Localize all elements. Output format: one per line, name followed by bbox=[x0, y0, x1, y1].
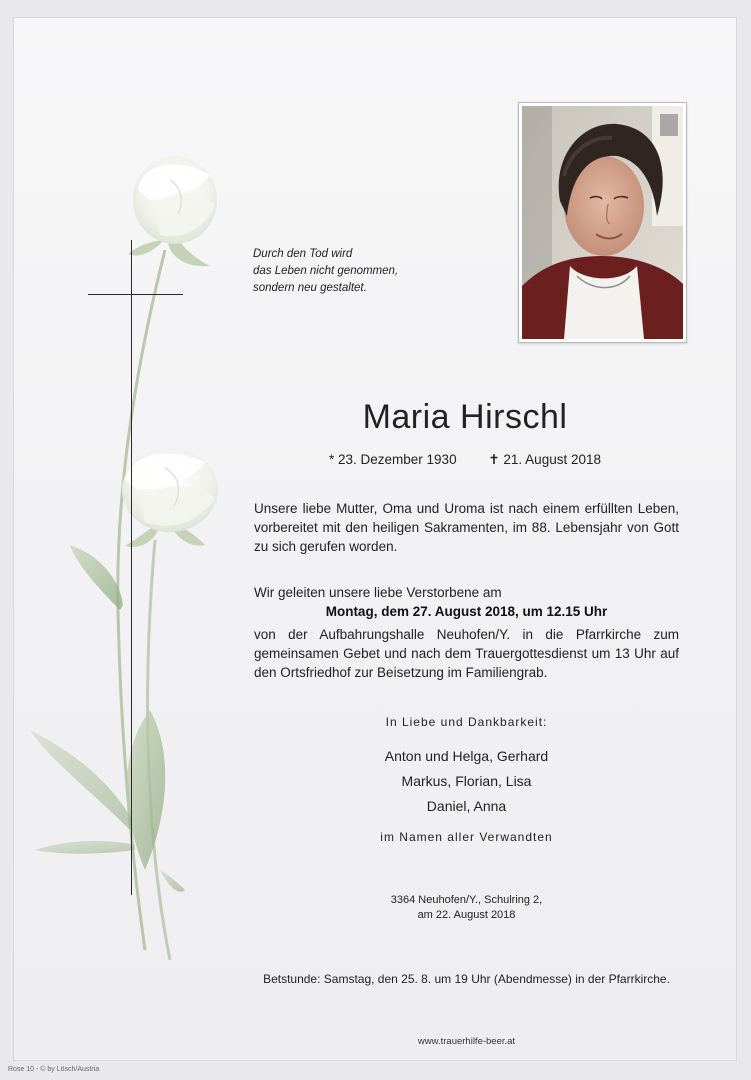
cross-bar bbox=[88, 294, 183, 295]
cross-icon bbox=[131, 240, 132, 895]
mourner-line: Markus, Florian, Lisa bbox=[401, 773, 532, 789]
prayer-service: Betstunde: Samstag, den 25. 8. um 19 Uhr (Abendmesse) in der Pfarrkirche. bbox=[263, 972, 670, 986]
portrait-photo bbox=[518, 102, 687, 343]
mourner-line: Daniel, Anna bbox=[426, 798, 507, 814]
funeral-date-time: Montag, dem 27. August 2018, um 12.15 Uhr bbox=[325, 604, 608, 619]
rose-illustration bbox=[20, 150, 240, 970]
deceased-name: Maria Hirschl bbox=[362, 398, 568, 436]
image-credit: Rose 10 - © by Lösch/Austria bbox=[8, 1066, 100, 1073]
portrait-image bbox=[522, 106, 683, 339]
website-link[interactable]: www.trauerhilfe-beer.at bbox=[417, 1036, 516, 1047]
quote-line: das Leben nicht genommen, bbox=[253, 265, 399, 277]
birth-date: * 23. Dezember 1930 bbox=[329, 452, 457, 467]
announcement-paragraph: Unsere liebe Mutter, Oma und Uroma ist nach einem erfüllten Leben, vorbereitet mit den heiligen Sakramenten, im 88. Lebensjahr von Gott zu sich gerufen worden. bbox=[254, 501, 679, 554]
mourner-line: Anton und Helga, Gerhard bbox=[384, 748, 549, 764]
gratitude-intro: In Liebe und Dankbarkeit: bbox=[385, 715, 548, 729]
address-line: am 22. August 2018 bbox=[417, 909, 516, 921]
quote-line: Durch den Tod wird bbox=[253, 248, 353, 260]
death-date: ✝ 21. August 2018 bbox=[488, 452, 601, 467]
funeral-details: von der Aufbahrungshalle Neuhofen/Y. in die Pfarrkirche zum gemeinsamen Gebet und nach dem Trauergottesdienst um 13 Uhr auf den Ortsfriedhof zur Beisetzung im Familiengrab. bbox=[254, 627, 679, 680]
address-line: 3364 Neuhofen/Y., Schulring 2, bbox=[390, 894, 543, 906]
relatives-note: im Namen aller Verwandten bbox=[380, 830, 553, 844]
quote-line: sondern neu gestaltet. bbox=[253, 282, 367, 294]
life-dates bbox=[240, 452, 690, 468]
mourners-list bbox=[254, 744, 679, 819]
funeral-lead: Wir geleiten unsere liebe Verstorbene am bbox=[254, 585, 502, 600]
address-block bbox=[254, 893, 679, 923]
memorial-quote bbox=[253, 246, 453, 297]
